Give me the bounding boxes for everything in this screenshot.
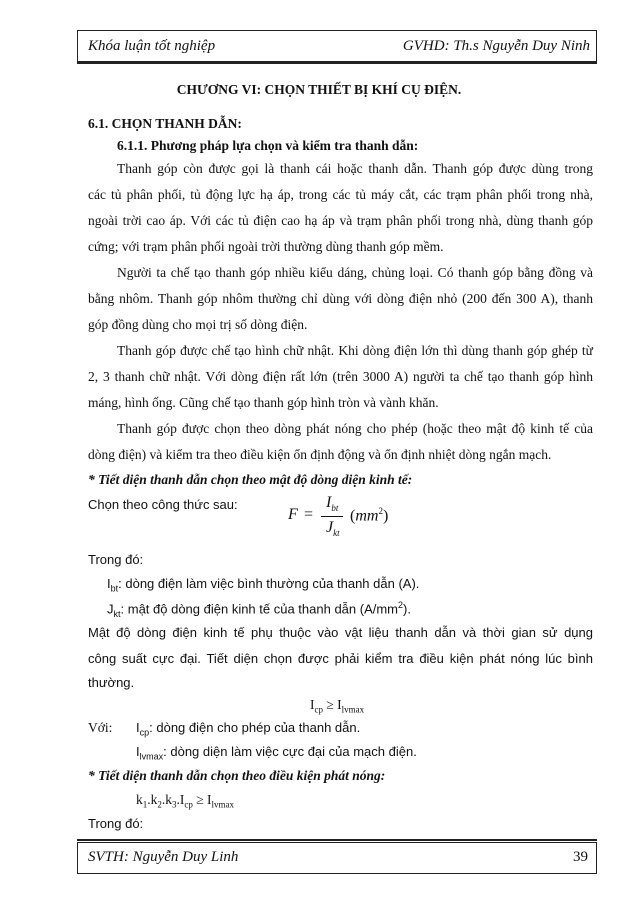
- footer-student-name: SVTH: Nguyễn Duy Linh: [88, 849, 239, 865]
- para2-line-2: bằng nhôm. Thanh góp nhôm thường chỉ dùng với dòng điện nhỏ (200 đến 300 A), thanh: [88, 291, 593, 306]
- subsection-title: 6.1.1. Phương pháp lựa chọn và kiểm tra thanh dẫn:: [117, 138, 419, 153]
- footer-divider: [77, 839, 597, 841]
- header-divider: [77, 62, 597, 64]
- para2-line-3: góp đồng dùng cho mọi trị số dòng điện.: [88, 317, 308, 332]
- para4-line-1: Thanh góp được chọn theo dòng phát nóng cho phép (hoặc theo mật độ kinh tế của: [117, 421, 593, 436]
- para1-line-4: cứng; với trạm phân phối ngoài trời thường dùng thanh góp mềm.: [88, 239, 444, 254]
- para3-line-2: 2, 3 thanh chữ nhật. Với dòng điện rất lớn (trên 3000 A) người ta chế tạo thanh góp hình: [88, 369, 593, 384]
- para1-line-3: ngoài trời cao áp. Với các tủ điện cao hạ áp và trạm phân phối trong nhà, dùng thanh góp: [88, 213, 593, 228]
- definition-jkt: $J_{kt}$: mật độ dòng điện kinh tế của thanh dẫn $(A/mm^2)$.: [107, 600, 411, 619]
- header-course-title: Khóa luận tốt nghiệp: [88, 38, 216, 54]
- where-label: Trong đó:: [88, 552, 144, 567]
- para1-line-1: Thanh góp còn được gọi là thanh cái hoặc thanh dẫn. Thanh góp được dùng trong: [117, 161, 593, 176]
- para5-line-2: công suất cực đại. Tiết diện chọn được phải kiểm tra điều kiện phát nóng lúc bình: [88, 651, 593, 666]
- with-label: Với:: [88, 720, 113, 735]
- para5-line-3: thường.: [88, 675, 135, 690]
- formula-unit: $(mm^2)$: [350, 506, 389, 525]
- heading-heating-condition: * Tiết diện thanh dẫn chọn theo điều kiện phát nóng:: [88, 768, 386, 783]
- formula-denominator: $J_{kt}$: [326, 519, 340, 539]
- formula-equals: =: [304, 506, 314, 523]
- definition-ilvmax: $I_{lvmax}$: dòng diện làm việc cực đại của mạch điện.: [136, 744, 417, 762]
- para1-line-2: các tủ phân phối, tủ động lực hạ áp, trong các tủ máy cắt, các trạm phân phối trong nhà,: [88, 187, 593, 202]
- choose-formula-label: Chọn theo công thức sau:: [88, 497, 238, 512]
- heading-economic-density: * Tiết diện thanh dẫn chọn theo mật độ dòng diện kinh tế:: [88, 472, 413, 487]
- header-supervisor: GVHD: Th.s Nguyễn Duy Ninh: [402, 38, 590, 54]
- para3-line-1: Thanh góp được chế tạo hình chữ nhật. Khi dòng điện lớn thì dùng thanh góp ghép từ: [117, 343, 593, 358]
- where-label-2: Trong đó:: [88, 816, 144, 831]
- page-number: 39: [573, 849, 588, 865]
- fraction-bar: [321, 516, 343, 517]
- formula-heating-condition: $k_1.k_2.k_3.I_{cp} \ge I_{lvmax}$: [136, 792, 235, 810]
- para5-line-1: Mật độ dòng điện kinh tế phụ thuộc vào vật liệu thanh dẫn và thời gian sử dụng: [88, 625, 593, 640]
- para2-line-1: Người ta chế tạo thanh góp nhiều kiểu dáng, chủng loại. Có thanh góp bằng đồng và: [117, 265, 593, 280]
- para3-line-3: máng, hình ống. Cũng chế tạo thanh góp hình tròn và vành khăn.: [88, 395, 439, 410]
- formula-cross-section: [288, 492, 428, 542]
- section-title: 6.1. CHỌN THANH DẪN:: [88, 116, 242, 131]
- formula-lhs: F: [288, 506, 298, 523]
- definition-ibt: $I_{bt}$: dòng điện làm việc bình thường của thanh dẫn (A).: [107, 576, 420, 594]
- formula-icp-condition: $I_{cp} \ge I_{lvmax}$: [310, 697, 365, 715]
- chapter-title: CHƯƠNG VI: CHỌN THIẾT BỊ KHÍ CỤ ĐIỆN.: [176, 82, 462, 97]
- formula-numerator: $I_{bt}$: [326, 494, 339, 514]
- definition-icp: $I_{cp}$: dòng điện cho phép của thanh dẫn.: [136, 720, 361, 738]
- para4-line-2: dòng điện) và kiểm tra theo điều kiện ổn định động và ổn định nhiệt dòng ngắn mạch.: [88, 447, 552, 462]
